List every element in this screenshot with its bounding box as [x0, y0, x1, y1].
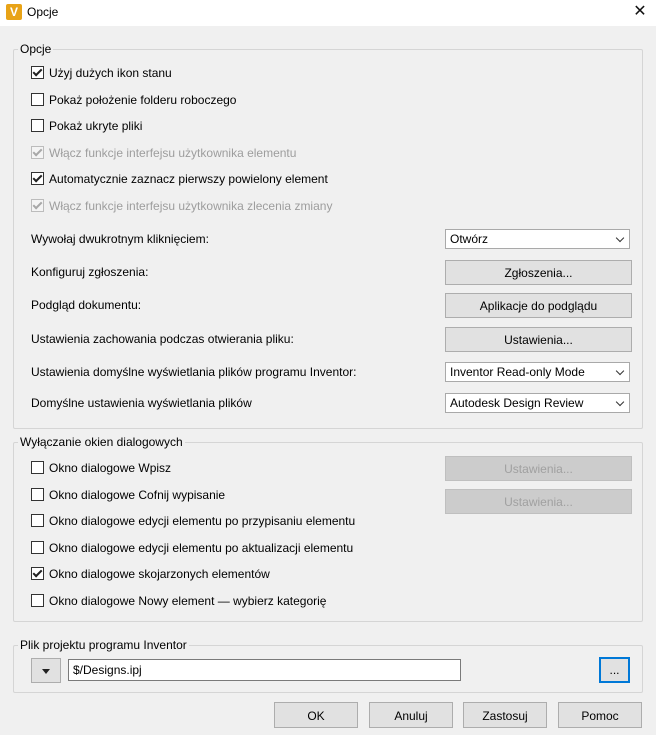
- notifications-button[interactable]: Zgłoszenia...: [445, 260, 632, 285]
- checkbox-box[interactable]: [31, 488, 44, 501]
- chevron-down-icon: [616, 234, 624, 242]
- checkbox-box[interactable]: [31, 514, 44, 527]
- undo-checkout-settings-button: Ustawienia...: [445, 489, 632, 514]
- checkbox-label: Okno dialogowe edycji elementu po przypisaniu elementu: [49, 514, 356, 528]
- project-dropdown-button[interactable]: [31, 658, 61, 683]
- help-button[interactable]: Pomoc: [558, 702, 642, 728]
- project-file-legend: Plik projektu programu Inventor: [20, 638, 187, 652]
- checkbox-box[interactable]: [31, 119, 44, 132]
- chevron-down-icon: [616, 398, 624, 406]
- checkin-settings-button: Ustawienia...: [445, 456, 632, 481]
- browse-project-button[interactable]: ...: [599, 657, 630, 683]
- file-view-select[interactable]: [445, 393, 630, 413]
- title-bar: [0, 0, 656, 26]
- checkbox-box: [31, 199, 44, 212]
- chevron-down-icon: [616, 367, 624, 375]
- caret-down-icon: [42, 669, 50, 674]
- checkbox-box[interactable]: [31, 461, 44, 474]
- checkbox-label: Włącz funkcje interfejsu użytkownika zlecenia zmiany: [49, 199, 333, 213]
- options-group-legend: Opcje: [20, 42, 52, 56]
- inventor-view-label: Ustawienia domyślne wyświetlania plików programu Inventor:: [31, 365, 357, 379]
- checkbox-box[interactable]: [31, 93, 44, 106]
- checkbox-box[interactable]: [31, 66, 44, 79]
- open-behavior-label: Ustawienia zachowania podczas otwierania pliku:: [31, 332, 294, 346]
- checkbox-label: Pokaż ukryte pliki: [49, 119, 143, 133]
- window-title: Opcje: [27, 5, 59, 19]
- double-click-label: Wywołaj dwukrotnym kliknięciem:: [31, 232, 209, 246]
- checkbox-label: Włącz funkcje interfejsu użytkownika elementu: [49, 146, 297, 160]
- checkbox-box[interactable]: [31, 541, 44, 554]
- preview-label: Podgląd dokumentu:: [31, 298, 142, 312]
- checkbox-label: Okno dialogowe Nowy element — wybierz kategorię: [49, 594, 327, 608]
- checkbox-box: [31, 146, 44, 159]
- apply-button[interactable]: Zastosuj: [463, 702, 547, 728]
- ok-button[interactable]: OK: [274, 702, 358, 728]
- double-click-select[interactable]: [445, 229, 630, 249]
- dialogs-group-legend: Wyłączanie okien dialogowych: [20, 435, 183, 449]
- checkbox-label: Okno dialogowe Cofnij wypisanie: [49, 488, 226, 502]
- checkbox-label: Okno dialogowe edycji elementu po aktualizacji elementu: [49, 541, 354, 555]
- close-icon[interactable]: ✕: [633, 3, 647, 20]
- cancel-button[interactable]: Anuluj: [369, 702, 453, 728]
- preview-apps-button[interactable]: Aplikacje do podglądu: [445, 293, 632, 318]
- checkbox-box[interactable]: [31, 567, 44, 580]
- vault-app-icon: V: [6, 4, 22, 20]
- checkbox-label: Okno dialogowe Wpisz: [49, 461, 172, 475]
- checkbox-box[interactable]: [31, 594, 44, 607]
- double-click-value: Otwórz: [450, 232, 489, 246]
- open-behavior-settings-button[interactable]: Ustawienia...: [445, 327, 632, 352]
- checkbox-label: Okno dialogowe skojarzonych elementów: [49, 567, 270, 581]
- checkbox-label: Użyj dużych ikon stanu: [49, 66, 172, 80]
- file-view-value: Autodesk Design Review: [450, 396, 584, 410]
- inventor-view-value: Inventor Read-only Mode: [450, 365, 585, 379]
- file-view-label: Domyślne ustawienia wyświetlania plików: [31, 396, 252, 410]
- notifications-label: Konfiguruj zgłoszenia:: [31, 265, 149, 279]
- checkbox-label: Pokaż położenie folderu roboczego: [49, 93, 237, 107]
- checkbox-label: Automatycznie zaznacz pierwszy powielony element: [49, 172, 328, 186]
- checkbox-box[interactable]: [31, 172, 44, 185]
- inventor-view-select[interactable]: [445, 362, 630, 382]
- project-path-input[interactable]: $/Designs.ipj: [68, 659, 461, 681]
